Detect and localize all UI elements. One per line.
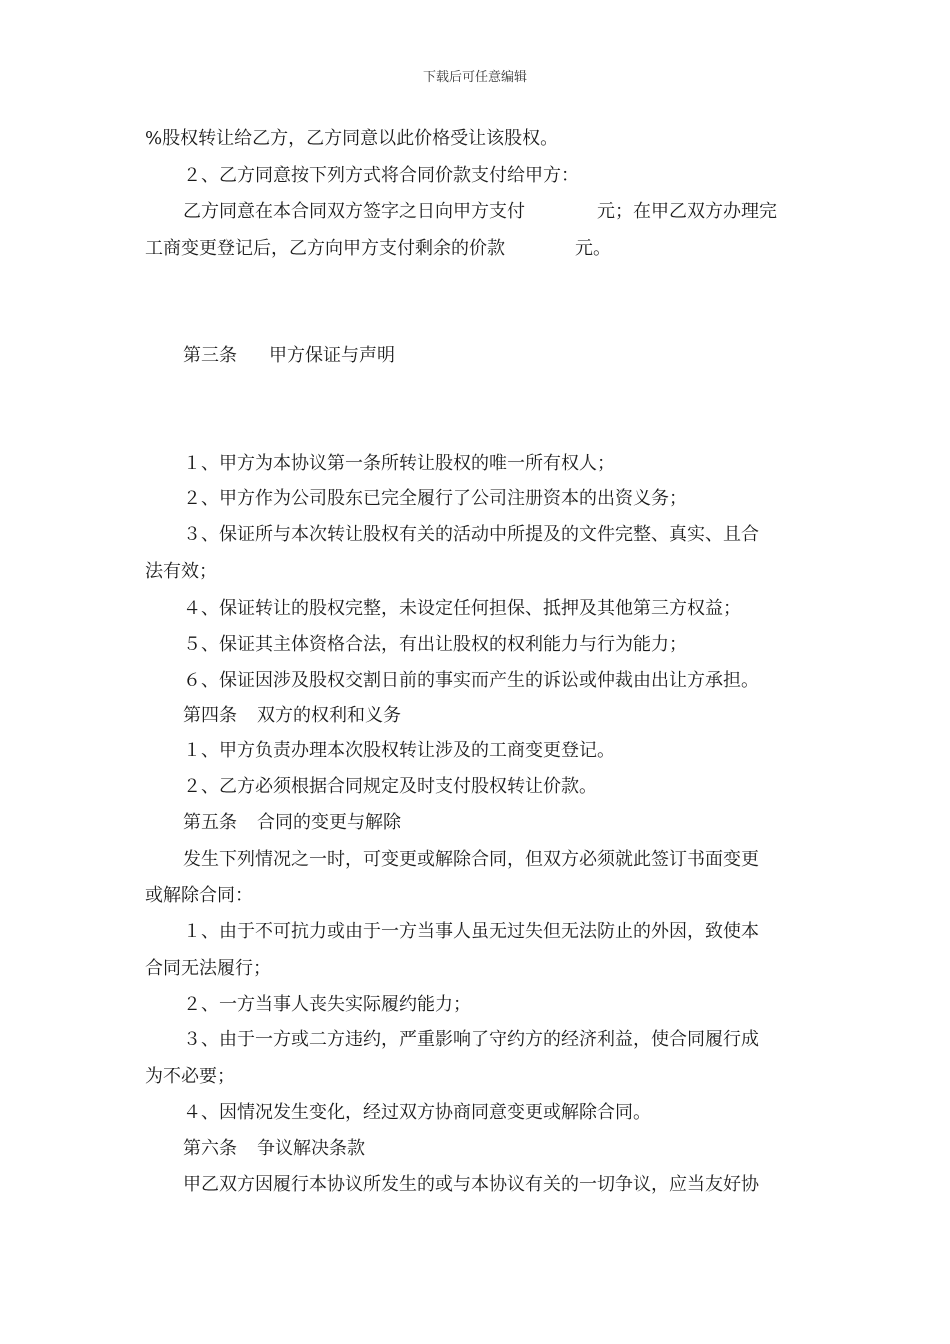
paragraph-line bbox=[145, 237, 815, 261]
paragraph-line: 合同无法履行； bbox=[145, 958, 271, 979]
article-heading bbox=[183, 1137, 853, 1161]
paragraph-line: １、甲方为本协议第一条所转让股权的唯一所有权人； bbox=[183, 453, 615, 474]
paragraph-line: ３、由于一方或二方违约，严重影响了守约方的经济利益，使合同履行成 bbox=[183, 1029, 759, 1050]
paragraph-line: 或解除合同： bbox=[145, 885, 253, 906]
text-segment: 元；在甲乙双方办理完 bbox=[597, 201, 777, 222]
paragraph-line: %股权转让给乙方，乙方同意以此价格受让该股权。 bbox=[145, 128, 559, 149]
paragraph-line: 发生下列情况之一时，可变更或解除合同，但双方必须就此签订书面变更 bbox=[183, 849, 759, 870]
paragraph-line: 甲乙双方因履行本协议所发生的或与本协议有关的一切争议，应当友好协 bbox=[183, 1174, 759, 1195]
article-heading bbox=[183, 811, 853, 835]
article-title: 合同的变更与解除 bbox=[257, 812, 401, 833]
paragraph-line: ３、保证所与本次转让股权有关的活动中所提及的文件完整、真实、且合 bbox=[183, 524, 759, 545]
paragraph-line: 为不必要； bbox=[145, 1066, 235, 1087]
article-number: 第六条 bbox=[183, 1138, 237, 1159]
paragraph-line: １、由于不可抗力或由于一方当事人虽无过失但无法防止的外因，致使本 bbox=[183, 921, 759, 942]
paragraph-line: ２、乙方同意按下列方式将合同价款支付给甲方： bbox=[183, 165, 579, 186]
paragraph-line: ２、乙方必须根据合同规定及时支付股权转让价款。 bbox=[183, 776, 597, 797]
paragraph-line: ２、一方当事人丧失实际履约能力； bbox=[183, 994, 471, 1015]
paragraph-line: １、甲方负责办理本次股权转让涉及的工商变更登记。 bbox=[183, 740, 615, 761]
text-segment: 工商变更登记后，乙方向甲方支付剩余的价款 bbox=[145, 238, 505, 259]
article-heading bbox=[183, 344, 853, 368]
article-title: 争议解决条款 bbox=[257, 1138, 365, 1159]
article-title: 双方的权利和义务 bbox=[257, 705, 401, 726]
paragraph-line bbox=[183, 200, 853, 224]
paragraph-line: ２、甲方作为公司股东已完全履行了公司注册资本的出资义务； bbox=[183, 488, 687, 509]
article-heading bbox=[183, 704, 853, 728]
paragraph-line: ４、因情况发生变化，经过双方协商同意变更或解除合同。 bbox=[183, 1102, 651, 1123]
page-header: 下载后可任意编辑 bbox=[422, 70, 527, 85]
article-number: 第四条 bbox=[183, 705, 237, 726]
article-number: 第五条 bbox=[183, 812, 237, 833]
paragraph-line: ５、保证其主体资格合法，有出让股权的权利能力与行为能力； bbox=[183, 634, 687, 655]
text-segment: 乙方同意在本合同双方签字之日向甲方支付 bbox=[183, 201, 525, 222]
article-title: 甲方保证与声明 bbox=[269, 345, 395, 366]
paragraph-line: ４、保证转让的股权完整，未设定任何担保、抵押及其他第三方权益； bbox=[183, 598, 741, 619]
text-segment: 元。 bbox=[575, 238, 611, 259]
paragraph-line: ６、保证因涉及股权交割日前的事实而产生的诉讼或仲裁由出让方承担。 bbox=[183, 670, 759, 691]
paragraph-line: 法有效； bbox=[145, 561, 217, 582]
article-number: 第三条 bbox=[183, 345, 237, 366]
